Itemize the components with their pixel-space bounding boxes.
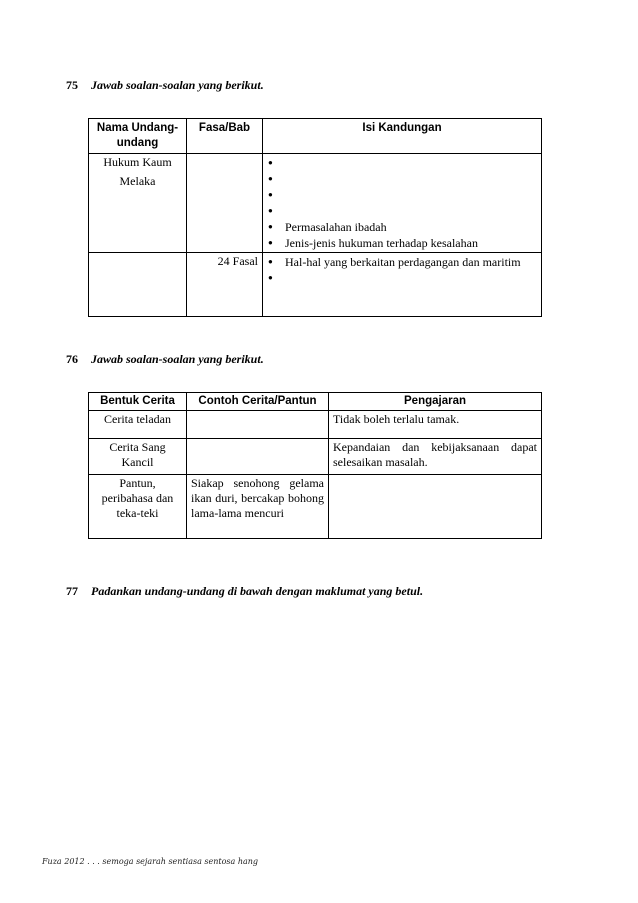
question-number: 76 [66, 352, 78, 366]
question-instruction: Jawab soalan-soalan yang berikut. [91, 352, 264, 366]
question-number: 77 [66, 584, 78, 598]
cell-bentuk: Cerita teladan [89, 411, 187, 439]
table-row [89, 439, 542, 475]
header-nama-undang-undang: Nama Undang-undang [89, 119, 187, 154]
cell-bentuk: Cerita Sang Kancil [89, 439, 187, 475]
cell-bentuk: Pantun, peribahasa dan teka-teki [89, 475, 187, 539]
list-item: ● Hal-hal yang berkaitan perdagangan dan maritim [267, 254, 537, 270]
table-row [89, 475, 542, 539]
cell-isi [263, 253, 542, 317]
question-instruction: Jawab soalan-soalan yang berikut. [91, 78, 264, 92]
page-footer: Fuza 2012 . . . semoga sejarah sentiasa sentosa hang [42, 857, 259, 866]
cell-nama-line1: Hukum Kaum [103, 155, 172, 169]
table-header-row [89, 393, 542, 411]
list-item [267, 171, 537, 187]
table-row [89, 411, 542, 439]
list-item [267, 203, 537, 219]
cell-nama [89, 154, 187, 253]
list-item: ● Permasalahan ibadah [267, 219, 537, 235]
header-contoh: Contoh Cerita/Pantun [187, 393, 329, 411]
question-instruction: Padankan undang-undang di bawah dengan maklumat yang betul. [91, 584, 424, 598]
table-undang-undang [88, 118, 542, 317]
question-number: 75 [66, 78, 78, 92]
cell-fasa: 24 Fasal [187, 253, 263, 317]
cell-pengajaran [329, 475, 542, 539]
cell-contoh [187, 411, 329, 439]
list-item: ● Jenis-jenis hukuman terhadap kesalahan [267, 235, 537, 251]
list-item [267, 155, 537, 171]
cell-pengajaran: Kepandaian dan kebijaksanaan dapat selesaikan masalah. [329, 439, 542, 475]
isi-list [267, 254, 537, 286]
cell-contoh: Siakap senohong gelama ikan duri, bercakap bohong lama-lama mencuri [187, 475, 329, 539]
header-isi-kandungan: Isi Kandungan [263, 119, 542, 154]
table-row [89, 253, 542, 317]
cell-pengajaran: Tidak boleh terlalu tamak. [329, 411, 542, 439]
header-pengajaran: Pengajaran [329, 393, 542, 411]
cell-nama [89, 253, 187, 317]
table-row [89, 154, 542, 253]
list-item [267, 270, 537, 286]
question-75-heading [66, 78, 264, 93]
isi-list [267, 155, 537, 251]
cell-contoh [187, 439, 329, 475]
table-bentuk-cerita [88, 392, 542, 539]
header-bentuk-cerita: Bentuk Cerita [89, 393, 187, 411]
question-76-heading [66, 352, 264, 367]
cell-nama-line2: Melaka [119, 174, 156, 188]
question-77-heading [66, 584, 423, 599]
table-header-row [89, 119, 542, 154]
cell-isi [263, 154, 542, 253]
list-item [267, 187, 537, 203]
cell-fasa [187, 154, 263, 253]
header-fasa-bab: Fasa/Bab [187, 119, 263, 154]
